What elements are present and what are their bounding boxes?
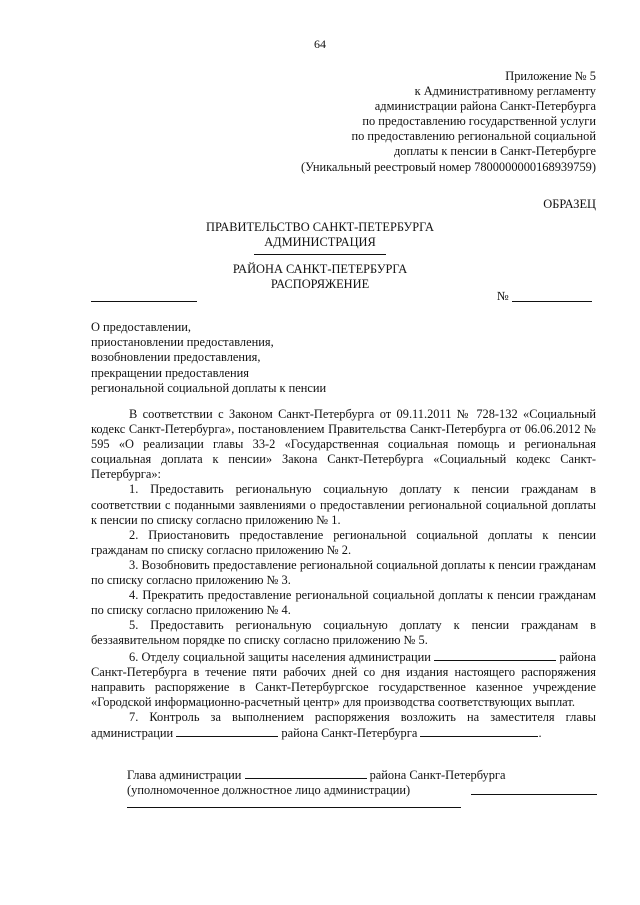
appendix-line: Приложение № 5: [505, 69, 596, 83]
deputy-name-blank: [420, 725, 538, 737]
appendix-line: к Административному регламенту: [414, 84, 596, 99]
signature-blank: [471, 783, 597, 795]
district-header: [0, 262, 640, 292]
appendix-line: по предоставлению региональной социальной: [351, 129, 596, 144]
document-type: РАСПОРЯЖЕНИЕ: [270, 277, 370, 291]
item-5: 5. Предоставить региональную социальную доплату к пенсии гражданам в беззаявительном порядке по списку согласно приложению № 5.: [91, 618, 596, 648]
appendix-line: администрации района Санкт-Петербурга: [374, 99, 596, 114]
signature-line-2: [127, 783, 597, 798]
subject-line: прекращении предоставления: [91, 365, 249, 380]
signature-underline: [127, 807, 461, 808]
subject-line: приостановлении предоставления,: [91, 335, 274, 350]
date-blank: [91, 301, 197, 302]
item-1: 1. Предоставить региональную социальную доплату к пенсии гражданам в соответствии с поданными заявлениями о предоставлении региональной социальной доплаты к пенсии по списку согласно приложению № 1.: [91, 482, 596, 527]
item-6: [91, 649, 596, 710]
district-blank-2: [245, 767, 367, 779]
item-7-middle: района Санкт-Петербурга: [281, 725, 418, 740]
item-6-start: 6. Отделу социальной защиты населения администрации: [129, 649, 431, 664]
document-body: [91, 407, 596, 741]
item-7-start: 7. Контроль за выполнением распоряжения возложить на заместителя главы администрации: [91, 709, 596, 740]
item-2: 2. Приостановить предоставление региональной социальной доплаты к пенсии гражданам по списку согласно приложению № 2.: [91, 527, 596, 557]
number-label: №: [497, 289, 509, 303]
item-6-rest: района Санкт-Петербурга в течение пяти рабочих дней со дня издания настоящего распоряжения направить распоряжение в Санкт-Петербургское государственное казенное учреждение «Городской информационно-расчетный центр» для производства соответствующих выплат.: [91, 649, 596, 709]
number-blank: [512, 301, 592, 302]
subject-line: О предоставлении,: [91, 320, 191, 334]
appendix-line: доплаты к пенсии в Санкт-Петербурге: [393, 144, 596, 159]
head-label: Глава администрации: [127, 768, 242, 782]
district-name-blank: [254, 254, 386, 255]
administration-title: АДМИНИСТРАЦИЯ: [264, 235, 376, 249]
appendix-block: [196, 69, 596, 175]
district-blank-1: [176, 725, 278, 737]
signature-line-1: [127, 767, 597, 783]
preamble: В соответствии с Законом Санкт-Петербурга от 09.11.2011 № 728-132 «Социальный кодекс Санкт-Петербурга», постановлением Правительства Санкт-Петербурга от 06.06.2012 № 595 «О реализации главы 33-2 «Государственная социальная помощь и региональная социальная доплата к пенсии» Закона Санкт-Петербурга «Социальный кодекс Санкт-Петербурга»:: [91, 407, 596, 482]
district-title: РАЙОНА САНКТ-ПЕТЕРБУРГА: [232, 262, 408, 276]
subject-block: [91, 320, 326, 396]
subject-line: возобновлении предоставления,: [91, 350, 261, 365]
government-title: ПРАВИТЕЛЬСТВО САНКТ-ПЕТЕРБУРГА: [206, 220, 434, 234]
item-7-end: .: [538, 725, 542, 740]
appendix-line: по предоставлению государственной услуги: [362, 114, 596, 129]
sample-label: ОБРАЗЕЦ: [543, 197, 596, 211]
authorized-person-label: (уполномоченное должностное лицо администрации): [127, 783, 411, 798]
department-name-blank: [434, 649, 556, 661]
page-number: 64: [314, 37, 326, 51]
item-3: 3. Возобновить предоставление региональной социальной доплаты к пенсии гражданам по списку согласно приложению № 3.: [91, 557, 596, 588]
item-4: 4. Прекратить предоставление региональной социальной доплаты к пенсии гражданам по списку согласно приложению № 4.: [91, 588, 596, 618]
subject-line: региональной социальной доплаты к пенсии: [91, 380, 327, 395]
district-label: района Санкт-Петербурга: [369, 768, 506, 782]
item-7: [91, 710, 596, 741]
signature-block: [127, 767, 597, 798]
government-header: [0, 220, 640, 250]
appendix-line: (Уникальный реестровый номер 7800000000168939759): [301, 159, 596, 174]
